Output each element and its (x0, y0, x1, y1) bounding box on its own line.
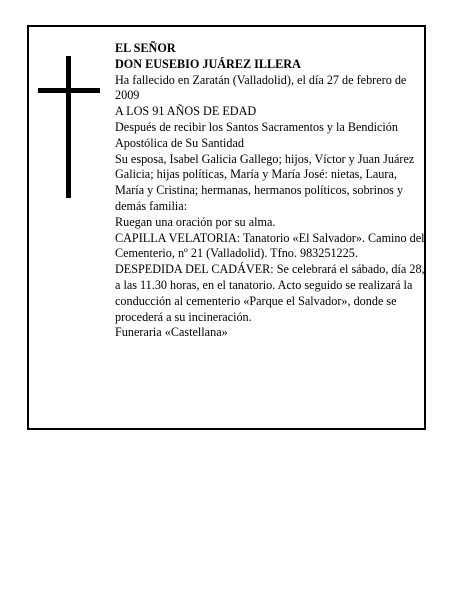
sacraments-line: Después de recibir los Santos Sacramentos y la Bendición Apostólica de Su Santidad (115, 119, 398, 150)
prayer-request: Ruegan una oración por su alma. (115, 214, 276, 229)
farewell-info: DESPEDIDA DEL CADÁVER: Se celebrará el sábado, día 28, a las 11.30 horas, en el tanatorio. Acto seguido se realizará la conducción al cementerio «Parque el Salvador», donde se procederá a su incineración. (115, 262, 425, 324)
cross-icon (38, 56, 100, 198)
family-list: Su esposa, Isabel Galicia Gallego; hijos, Víctor y Juan Juárez Galicia; hijas políticas, María y María José: nietas, Laura, María y Cristina; hermanas, hermanos políticos, sobrinos y demás familia: (115, 151, 415, 213)
notice-text (115, 41, 427, 341)
cross-vertical-bar (66, 56, 71, 198)
age-line: A LOS 91 AÑOS DE EDAD (115, 104, 257, 119)
obituary-notice (27, 25, 426, 430)
chapel-info: CAPILLA VELATORIA: Tanatorio «El Salvador». Camino del Cementerio, nº 21 (Valladolid). Tfno. 983251225. (115, 230, 425, 261)
death-info: Ha fallecido en Zaratán (Valladolid), el día 27 de febrero de 2009 (115, 72, 407, 103)
cross-horizontal-bar (38, 88, 100, 93)
deceased-name: DON EUSEBIO JUÁREZ ILLERA (115, 56, 301, 71)
title-line-1: EL SEÑOR (115, 41, 176, 55)
funeral-home: Funeraria «Castellana» (115, 325, 228, 340)
